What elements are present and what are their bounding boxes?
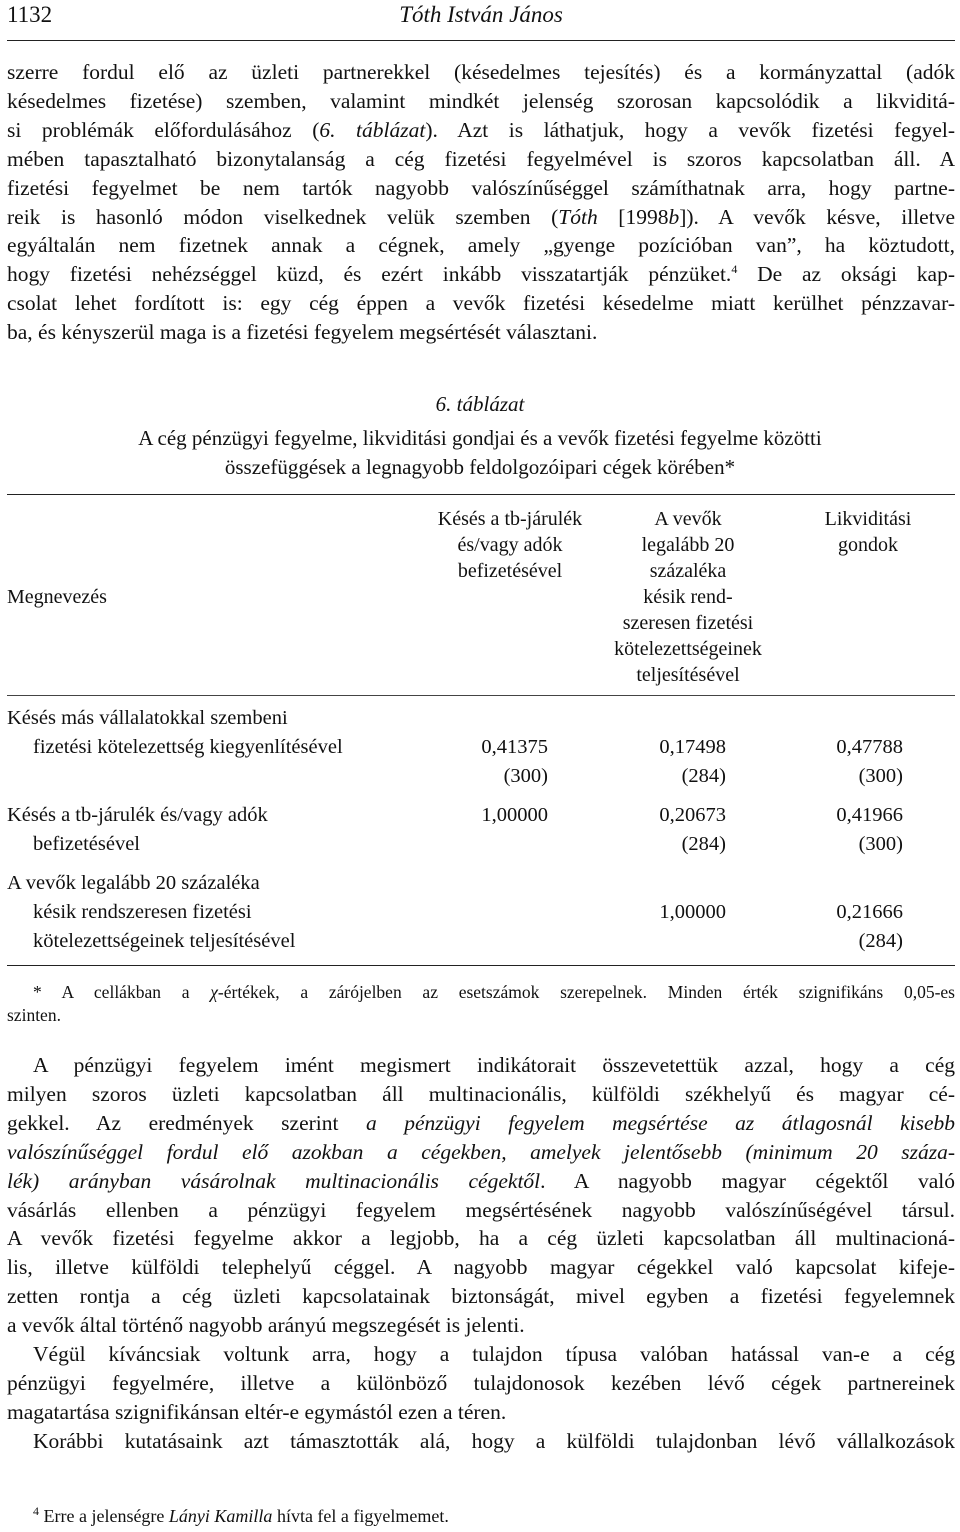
footnote: $^4$ Erre a jelenségre Lányi Kamilla hívta fel a figyelmemet.	[33, 1504, 449, 1526]
column-header-late-contributions: Késés a tb-járulék és/vagy adók befizetésével	[437, 508, 583, 582]
paragraph-1	[7, 58, 955, 347]
paragraph-line: milyen szoros üzleti kapcsolatban áll multinacionális, külföldi székhelyű és magyar cé-	[7, 1081, 955, 1106]
paragraph-line: ba, és kényszerül maga is a fizetési fegyelem megsértését választani.	[7, 320, 598, 345]
paragraph-4	[7, 1427, 955, 1456]
paragraph-line: hogy fizetési nehézséggel küzd, és ezért inkább visszatartják pénzüket.$^4$ De az oksági kap-	[7, 262, 955, 287]
row-label: Késés a tb-járulék és/vagy adók befizetésével	[7, 804, 268, 855]
row-label: Késés más vállalatokkal szembeni fizetési kötelezettség kiegyenlítésével	[7, 707, 343, 758]
paragraph-line: a vevők által történő nagyobb arányú megszegését is jelenti.	[7, 1313, 525, 1338]
paragraph-line: si problémák előfordulásához (6. táblázat). Azt is láthatjuk, hogy a vevők fizetési fegyel-	[7, 117, 955, 142]
emphasis: a pénzügyi fegyelem megsértése az átlagosnál kisebb	[366, 1110, 956, 1135]
paragraph-line: zetten rontja a cég üzleti kapcsolatainak biztonságát, mivel egyben a fizetési fegyelemnek	[7, 1284, 955, 1309]
paragraph-line: pénzügyi fegyelmére, illetve a különböző tulajdonosok kezében lévő cégek partnereinek	[7, 1370, 955, 1395]
paragraph-line: csolat lehet fordított is: egy cég éppen a vevők fizetési késedelme miatt kerülhet pénzzavar-	[7, 291, 955, 316]
column-header-name: Megnevezés	[7, 586, 107, 608]
paragraph-line: Végül kíváncsiak voltunk arra, hogy a tulajdon típusa valóban hatással van-e a cég	[33, 1342, 955, 1366]
paragraph-2	[7, 1051, 955, 1340]
citation-author: Tóth	[558, 204, 598, 229]
table-note: * A cellákban a χ-értékek, a zárójelben az esetszámok szerepelnek. Minden érték szignifikáns 0,05-es szinten.	[7, 982, 955, 1025]
table-cell: 0,17498 (284)	[659, 736, 726, 787]
paragraph-line: fizetési fegyelmet be nem tartók nagyobb valószínűséggel számíthatnak arra, hogy partne-	[7, 175, 955, 200]
table-cell: 0,21666 (284)	[836, 901, 903, 952]
table-cell: 0,47788 (300)	[836, 736, 903, 787]
column-header-customers-late: A vevők legalább 20 százaléka késik rend- szeresen fizetési kötelezettségeinek teljesítésével	[614, 508, 762, 686]
table-reference: 6. táblázat	[319, 117, 426, 142]
table-bottom-rule	[7, 965, 955, 966]
paragraph-line: gekkel. Az eredmények szerint a pénzügyi fegyelem megsértése az átlagosnál kisebb	[7, 1110, 956, 1135]
table-cell: 0,41966 (300)	[836, 804, 903, 855]
paragraph-line: Korábbi kutatásaink azt támasztották alá, hogy a külföldi tulajdonban lévő vállalkozások	[33, 1429, 955, 1453]
footnote-person: Lányi Kamilla	[168, 1506, 273, 1526]
paragraph-line: késedelmes fizetése) szemben, valamint mindkét jelenség szorosan kapcsolódik a likviditá-	[7, 88, 955, 113]
table-cell: 1,00000	[481, 804, 548, 826]
table-header-rule	[7, 695, 955, 696]
paragraph-line: valószínűséggel fordul elő azokban a cégekben, amelyek jelentősebb (minimum 20 száza-	[7, 1139, 955, 1164]
footnote-number: 4	[33, 1504, 39, 1518]
paragraph-line: lék) arányban vásárolnak multinacionális cégektől. A nagyobb magyar cégektől való	[7, 1168, 955, 1193]
row-label: A vevők legalább 20 százaléka késik rendszeresen fizetési kötelezettségeinek teljesítésével	[7, 872, 296, 952]
paragraph-line: A pénzügyi fegyelem imént megismert indikátorait összevetettük azzal, hogy a cég	[33, 1053, 955, 1077]
table-number: 6. táblázat	[435, 392, 525, 416]
paragraph-line: lis, illetve külföldi telephelyű céggel. A nagyobb magyar cégekkel való kapcsolat kifeje-	[7, 1255, 955, 1280]
running-head-author: Tóth István János	[399, 2, 563, 27]
footnote-marker: 4	[731, 262, 738, 277]
table-cell: 0,41375 (300)	[481, 736, 548, 787]
table-cell: 0,20673 (284)	[659, 804, 726, 855]
paragraph-line: egyáltalán nem fizetnek annak a cégnek, amely „gyenge pozícióban van”, ha köztudott,	[7, 233, 955, 258]
paragraph-line: A vevők fizetési fegyelme akkor a legjobb, ha a cég üzleti kapcsolatban áll multinacioná-	[7, 1226, 955, 1251]
paragraph-line: magatartása szignifikánsan eltér-e egymástól ezen a téren.	[7, 1399, 507, 1424]
paragraph-line: vásárlás ellenben a pénzügyi fegyelem megsértésének nagyobb valószínűségével társul.	[7, 1197, 955, 1222]
paragraph-line: mében tapasztalható bizonytalanság a cég fizetési fegyelmével is szoros kapcsolatban áll. A	[7, 146, 955, 171]
column-header-liquidity: Likviditási gondok	[824, 508, 912, 556]
paragraph-line: reik is hasonló módon viselkednek velük szemben (Tóth [1998b]). A vevők késve, illetve	[7, 204, 955, 229]
table-title: A cég pénzügyi fegyelme, likviditási gondjai és a vevők fizetési fegyelme közötti összefüggések a legnagyobb feldolgozóipari cégek körében*	[138, 426, 822, 479]
table-top-rule	[7, 494, 955, 495]
running-header	[7, 0, 955, 41]
paragraph-line: szerre fordul elő az üzleti partnerekkel (késedelmes tejesítés) és a kormányzattal (adók	[7, 60, 955, 84]
page-number: 1132	[7, 2, 53, 27]
paragraph-3	[7, 1340, 955, 1427]
table-cell: 1,00000	[659, 901, 726, 923]
